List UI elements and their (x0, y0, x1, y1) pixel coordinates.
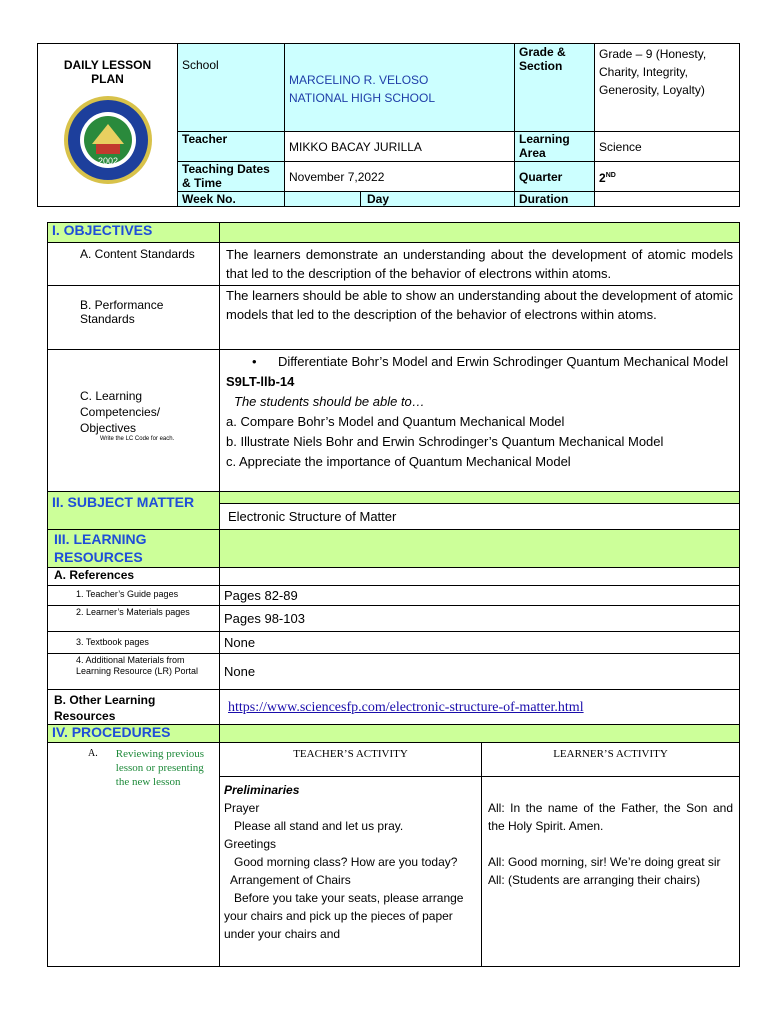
grade-label: Grade & Section (519, 45, 566, 73)
dates-value: November 7,2022 (289, 169, 385, 184)
teacher-label: Teacher (182, 132, 228, 146)
learning-area-value: Science (599, 139, 642, 154)
content-standards-text: The learners demonstrate an understanding about the development of atomic models that led to the description of the behavior of electrons within atoms. (220, 243, 740, 286)
additional-materials-label: 4. Additional Materials from Learning Resource (LR) Portal (48, 654, 220, 690)
objective-item-c: c. Appreciate the importance of Quantum Mechanical Model (226, 454, 571, 469)
teacher-label-cell (178, 132, 285, 162)
teacher-line-greetings: Greetings (224, 837, 277, 851)
header-table (37, 43, 740, 207)
procedure-item-label: Reviewing previous lesson or presenting the new lesson (115, 748, 205, 788)
references-label: A. References (48, 568, 220, 586)
grade-value-cell (595, 44, 740, 132)
learner-activity-cell (482, 777, 740, 967)
subject-value: Electronic Structure of Matter (220, 504, 740, 530)
school-label: School (182, 58, 219, 72)
week-value-cell (285, 192, 361, 207)
title-cell (38, 44, 178, 207)
learning-area-label-cell (515, 132, 595, 162)
quarter-sup: ND (605, 171, 616, 179)
duration-label-cell (515, 192, 595, 207)
school-label-cell (178, 44, 285, 132)
quarter-value: 2 (599, 170, 606, 185)
school-logo-icon (62, 94, 154, 186)
preliminaries-label: Preliminaries (224, 783, 300, 797)
learning-area-label: Learning Area (519, 132, 570, 160)
performance-standards-text: The learners should be able to show an understanding about the development of atomic models that led to the description of the behavior of electrons within atoms. (220, 286, 740, 350)
learner-line-prayer: All: In the name of the Father, the Son and the Holy Spirit. Amen. (488, 801, 733, 833)
subject-heading: II. SUBJECT MATTER (48, 492, 220, 530)
objective-item-a: a. Compare Bohr’s Model and Quantum Mechanical Model (226, 414, 565, 429)
procedure-item-letter: A. (88, 748, 98, 759)
week-label-cell (178, 192, 285, 207)
learners-materials-value: Pages 98-103 (220, 606, 740, 632)
logo-year: 2002 (97, 156, 118, 166)
objective-item-b: b. Illustrate Niels Bohr and Erwin Schrodinger’s Quantum Mechanical Model (226, 434, 664, 449)
day-cell (361, 192, 515, 207)
resource-link[interactable]: https://www.sciencesfp.com/electronic-structure-of-matter.html (228, 699, 584, 715)
dates-label: Teaching Dates & Time (182, 162, 270, 190)
quarter-value-cell (595, 162, 740, 192)
objectives-heading: I. OBJECTIVES (48, 223, 220, 243)
school-name: MARCELINO R. VELOSO NATIONAL HIGH SCHOOL (289, 73, 436, 105)
teachers-guide-value: Pages 82-89 (220, 586, 740, 606)
teachers-guide-label: 1. Teacher’s Guide pages (48, 586, 220, 606)
quarter-label: Quarter (519, 169, 563, 184)
teacher-activity-cell (220, 777, 482, 967)
other-resources-value (220, 690, 740, 725)
page-title: DAILY LESSON PLAN (63, 58, 152, 86)
teacher-line-good-morning: Good morning class? How are you today? (234, 855, 458, 869)
teacher-name: MIKKO BACAY JURILLA (289, 139, 422, 154)
duration-value-cell (595, 192, 740, 207)
dates-label-cell (178, 162, 285, 192)
competencies-bullet: • Differentiate Bohr’s Model and Erwin Schrodinger Quantum Mechanical Model (252, 354, 729, 369)
lc-code: S9LT-llb-14 (226, 374, 295, 389)
teacher-line-prayer: Prayer (224, 801, 260, 815)
teacher-activity-header: TEACHER’S ACTIVITY (220, 743, 482, 777)
objectives-intro: The students should be able to… (234, 394, 425, 409)
dates-value-cell (285, 162, 515, 192)
competencies-label-cell (48, 350, 220, 492)
week-label: Week No. (182, 192, 236, 206)
learner-line-greeting: All: Good morning, sir! We’re doing great sir (488, 855, 721, 869)
school-name-cell (285, 44, 515, 132)
teacher-line-pray: Please all stand and let us pray. (234, 819, 404, 833)
textbook-label: 3. Textbook pages (48, 632, 220, 654)
additional-materials-value: None (220, 654, 740, 690)
day-label: Day (367, 192, 390, 206)
textbook-value: None (220, 632, 740, 654)
teacher-name-cell (285, 132, 515, 162)
duration-label: Duration (519, 192, 569, 206)
other-resources-label: B. Other Learning Resources (48, 690, 220, 725)
quarter-label-cell (515, 162, 595, 192)
competencies-note: Write the LC Code for each. (100, 436, 175, 442)
learners-materials-label: 2. Learner’s Materials pages (48, 606, 220, 632)
learner-activity-header: LEARNER’S ACTIVITY (482, 743, 740, 777)
content-standards-label: A. Content Standards (48, 243, 220, 286)
lesson-table (47, 222, 740, 967)
competencies-label: C. Learning Competencies/ Objectives (80, 389, 161, 435)
teacher-line-arrangement: Arrangement of Chairs (230, 873, 351, 887)
grade-value: Grade – 9 (Honesty, Charity, Integrity, Generosity, Loyalty) (599, 47, 707, 97)
competencies-text-cell (220, 350, 740, 492)
procedure-item-cell (48, 743, 220, 967)
performance-standards-label: B. Performance Standards (48, 286, 220, 350)
grade-label-cell (515, 44, 595, 132)
resources-heading: III. LEARNING RESOURCES (48, 530, 220, 568)
learning-area-value-cell (595, 132, 740, 162)
teacher-line-seats: Before you take your seats, please arrange your chairs and pick up the pieces of paper under your chairs and (224, 891, 464, 941)
procedures-heading: IV. PROCEDURES (48, 725, 220, 743)
learner-line-chairs: All: (Students are arranging their chairs) (488, 873, 701, 887)
